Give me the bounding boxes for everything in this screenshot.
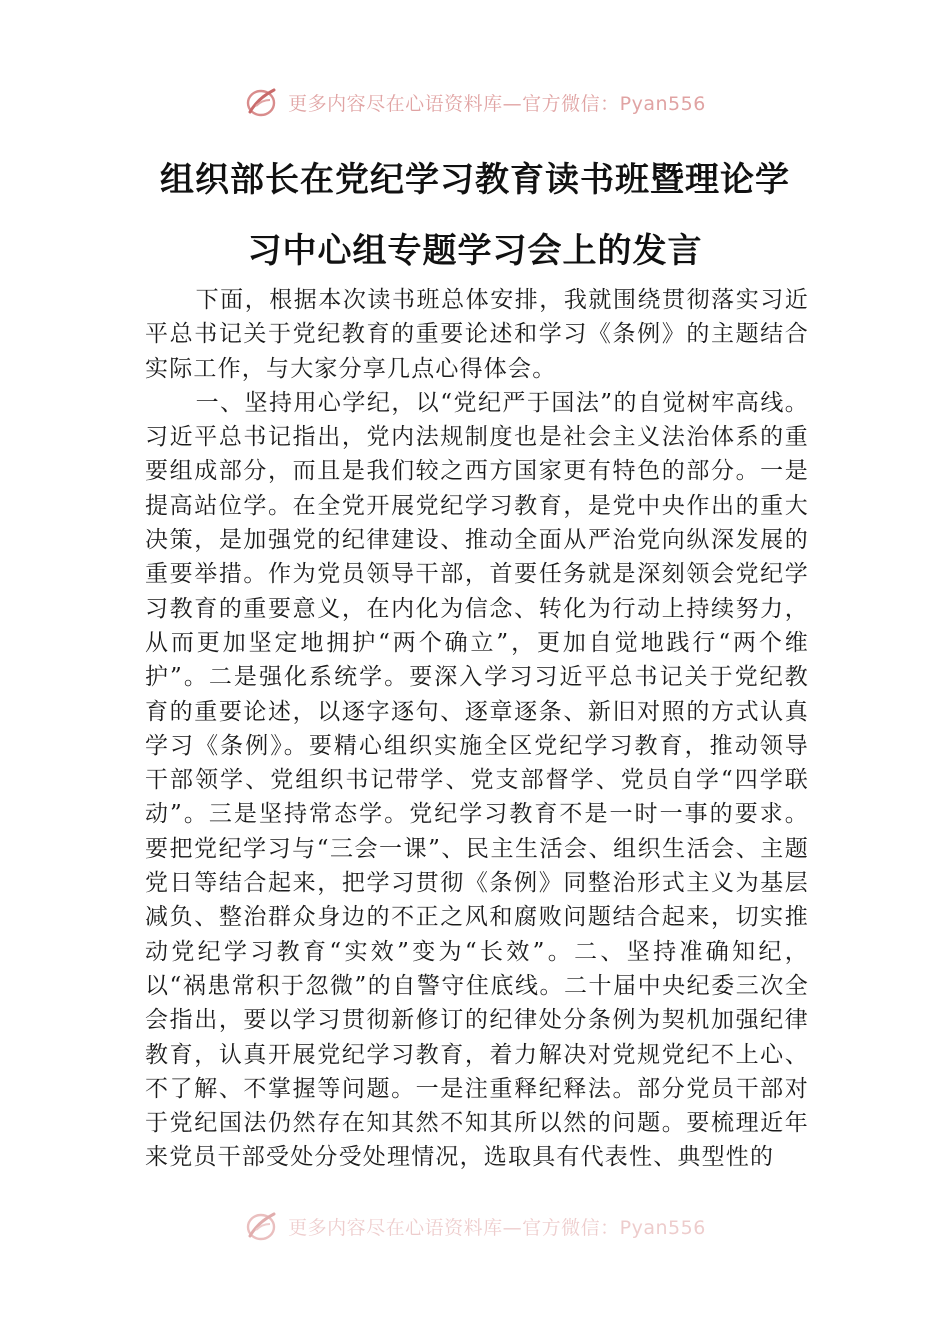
- paragraph-intro: 下面，根据本次读书班总体安排，我就围绕贯彻落实习近平总书记关于党纪教育的重要论述和学习《条例》的主题结合实际工作，与大家分享几点心得体会。: [145, 287, 809, 382]
- header-watermark-text: 更多内容尽在心语资料库—官方微信：Pyan556: [288, 92, 706, 115]
- header-watermark: [0, 84, 950, 120]
- brush-logo-icon: [244, 84, 280, 120]
- document-title-line-2: 习中心组专题学习会上的发言: [247, 231, 703, 271]
- paragraph-main: 一、坚持用心学纪，以“党纪严于国法”的自觉树牢高线。习近平总书记指出，党内法规制度也是社会主义法治体系的重要组成部分，而且是我们较之西方国家更有特色的部分。一是提高站位学。在全党开展党纪学习教育，是党中央作出的重大决策，是加强党的纪律建设、推动全面从严治党向纵深发展的重要举措。作为党员领导干部，首要任务就是深刻领会党纪学习教育的重要意义，在内化为信念、转化为行动上持续努力，从而更加坚定地拥护“两个确立”，更加自觉地践行“两个维护”。二是强化系统学。要深入学习习近平总书记关于党纪教育的重要论述，以逐字逐句、逐章逐条、新旧对照的方式认真学习《条例》。要精心组织实施全区党纪学习教育，推动领导干部领学、党组织书记带学、党支部督学、党员自学“四学联动”。三是坚持常态学。党纪学习教育不是一时一事的要求。要把党纪学习与“三会一课”、民主生活会、组织生活会、主题党日等结合起来，把学习贯彻《条例》同整治形式主义为基层减负、整治群众身边的不正之风和腐败问题结合起来，切实推动党纪学习教育“实效”变为“长效”。二、坚持准确知纪，以“祸患常积于忽微”的自警守住底线。二十届中央纪委三次全会指出，要以学习贯彻新修订的纪律处分条例为契机加强纪律教育，认真开展党纪学习教育，着力解决对党规党纪不上心、不了解、不掌握等问题。一是注重释纪释法。部分党员干部对于党纪国法仍然存在知其然不知其所以然的问题。要梳理近年来党员干部受处分受处理情况，选取具有代表性、典型性的: [145, 389, 809, 1171]
- document-body: [145, 283, 809, 1175]
- footer-watermark-text: 更多内容尽在心语资料库—官方微信：Pyan556: [288, 1216, 706, 1239]
- document-title-line-1: 组织部长在党纪学习教育读书班暨理论学: [160, 160, 790, 200]
- brush-logo-icon: [244, 1208, 280, 1244]
- footer-watermark: [0, 1208, 950, 1244]
